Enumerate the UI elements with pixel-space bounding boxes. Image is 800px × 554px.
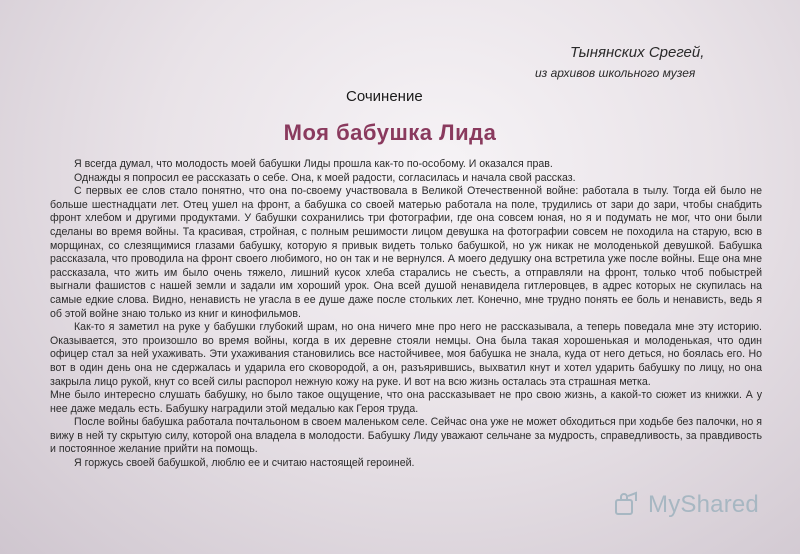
- essay-paragraph-1: Я всегда думал, что молодость моей бабушки Лиды прошла как-то по-особому. И оказался прав.: [74, 158, 553, 170]
- essay-paragraph-2: Однажды я попросил ее рассказать о себе. Она, к моей радости, согласилась и начала свой рассказ.: [74, 171, 576, 184]
- author-name: Тынянских Срегей,: [570, 44, 705, 61]
- essay-paragraph-5: Мне было интересно слушать бабушку, но было такое ощущение, что она рассказывает не про свою жизнь, а какой-то сюжет из книжки. А у нее даже медаль есть. Бабушку наградили этой медалью как Героя труда.: [50, 389, 762, 415]
- watermark-text: MyShared: [648, 491, 759, 518]
- essay-paragraph-7: Я горжусь своей бабушкой, люблю ее и считаю настоящей героиней.: [74, 457, 415, 470]
- myshared-watermark: [612, 490, 759, 520]
- essay-paragraph-6: После войны бабушка работала почтальоном в своем маленьком селе. Сейчас она уже не может обходиться при ходьбе без палочки, но я вижу в ней ту скрытую силу, которой она владела в молодости. Бабушку Лиду уважают сельчане за мудрость, справедливость, за правдивость и постоянное желание прийти на помощь.: [50, 416, 762, 456]
- essay-paragraph-4: Как-то я заметил на руке у бабушки глубокий шрам, но она ничего мне про него не рассказывала, а теперь поведала мне эту историю. Оказывается, это произошло во время войны, когда в их деревне стояли немцы. Она была такая хорошенькая и молоденькая, что один офицер стал за ней ухаживать. Эти ухаживания становились все настойчивее, моя бабушка не знала, куда от него деться, но боялась его. Но вот в один день она не сдержалась и ударила его сковородой, а он, разъярившись, выхватил кнут и хотел ударить бабушку по лицу, но она закрыла лицо рукой, кнут со всей силы распорол нежную кожу на руке. И вот на всю жизнь осталась эта страшная метка.: [50, 321, 762, 388]
- essay-title: Моя бабушка Лида: [283, 120, 497, 145]
- myshared-logo-icon: [612, 490, 642, 520]
- archive-source: из архивов школьного музея: [535, 66, 696, 80]
- essay-paragraph-3: С первых ее слов стало понятно, что она по-своему участвовала в Великой Отечественной войне: работала в тылу. Тогда ей было не больше шестнадцати лет. Отец ушел на фронт, а бабушка со своей матерью работала на поле, трудились от зари до зари, чтобы снабдить фронт хлебом и другими продуктами. У бабушки сохранились три фотографии, где она совсем юная, но я и подумать не мог, что они были сделаны во время войны. Та красивая, стройная, с полным решимости лицом девушка на фотографии совсем не походила на старую, всю в морщинах, со слезящимися глазами бабушку, которую я привык видеть только бабушкой, но уж никак не молоденькой девушкой. Бабушка рассказала, что проводила на фронт своего любимого, но он так и не вернулся. А моего дедушку она встретила уже после войны. Еще она мне рассказала, что жить им было очень тяжело, лишний кусок хлеба старались не съесть, а отправляли на фронт, только чтоб побыстрей выгнали фашистов с нашей земли и задали им хороший урок. Она всей душой ненавидела гитлеровцев, в адрес которых не скупилась на самые едкие слова. Видно, ненависть не угасла в ее душе даже после стольких лет. Конечно, мне трудно понять ее боль и ненависть, ведь я об этой войне знаю только из книг и кинофильмов.: [50, 185, 762, 320]
- document-type-label: Сочинение: [346, 88, 423, 105]
- essay-body: [50, 158, 762, 471]
